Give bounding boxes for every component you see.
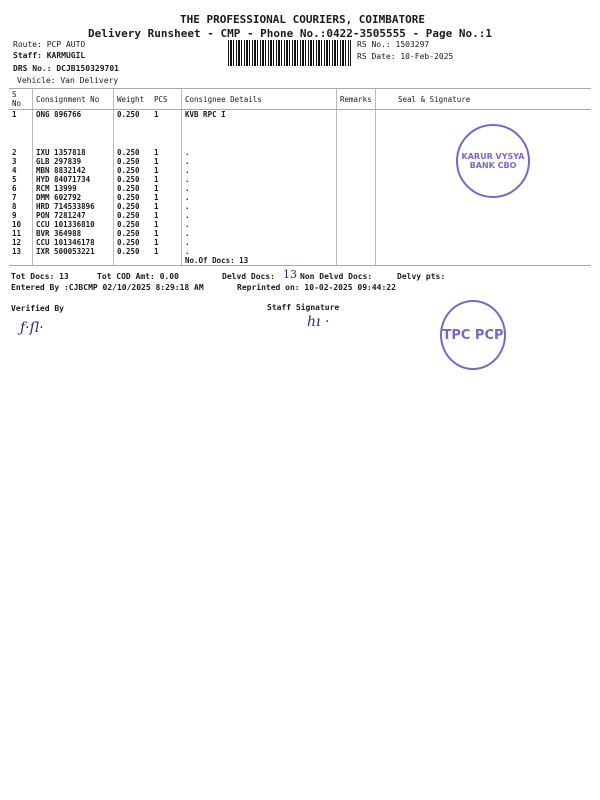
table-row [9,202,591,211]
cell-remarks [337,175,376,184]
cell-remarks [337,193,376,202]
cell-remarks [337,202,376,211]
cell-consignee: . [182,184,337,193]
cell-seal [376,202,592,211]
delvd-docs: Delvd Docs: [222,272,275,281]
cell-sno: 8 [12,202,17,211]
col-remarks: Remarks [337,89,376,110]
cell-weight [114,256,152,266]
cell-sno: 1 [12,110,17,119]
cell-consignment-no: HYD 84071734 [33,175,114,184]
cell-seal [376,229,592,238]
cell-seal [376,247,592,256]
cell-remarks [337,166,376,175]
cell-consignee: . [182,238,337,247]
route: Route: PCP AUTO [13,40,86,49]
cell-sno: 6 [12,184,17,193]
runsheet-subtitle: Delivery Runsheet - CMP - Phone No.:0422-3505555 - Page No.:1 [88,27,492,40]
cell-consignment-no [33,256,114,266]
table-row [9,211,591,220]
tot-cod: Tot COD Amt: 0.00 [97,272,179,281]
cell-sno: 4 [12,166,17,175]
cell-sno: 5 [12,175,17,184]
table-row [9,220,591,229]
cell-sno: 10 [12,220,22,229]
cell-remarks [337,220,376,229]
cell-remarks [337,148,376,157]
cell-pcs [151,256,182,266]
cell-pcs: 1 [154,110,159,119]
cell-weight: 0.250 [114,229,152,238]
cell-pcs: 1 [154,247,159,256]
cell-remarks [337,211,376,220]
cell-sno: 2 [12,148,17,157]
cell-sno: 13 [12,247,22,256]
cell-sno: 9 [12,211,17,220]
company-title: THE PROFESSIONAL COURIERS, COIMBATORE [180,13,426,26]
cell-consignment-no: MBN 8832142 [33,166,114,175]
col-sno: S No [9,89,33,110]
cell-sno: 11 [12,229,22,238]
cell-remarks [337,229,376,238]
cell-consignee: . [182,247,337,256]
cell-pcs: 1 [154,175,159,184]
cell-weight: 0.250 [114,110,152,149]
staff-signature-label: Staff Signature [267,303,340,312]
bank-stamp: KARUR VYSYA BANK CBO [456,124,530,198]
cell-sno [9,256,33,266]
cell-remarks [337,247,376,256]
staff-signature: hı · [307,314,330,330]
cell-pcs: 1 [154,184,159,193]
cell-seal [376,256,592,266]
cell-consignee: . [182,202,337,211]
cell-consignment-no: ONG 896766 [33,110,114,149]
reprinted-on: Reprinted on: 10-02-2025 09:44:22 [237,283,396,292]
cell-weight: 0.250 [114,238,152,247]
cell-pcs: 1 [154,166,159,175]
cell-sno: 7 [12,193,17,202]
barcode [228,40,351,66]
cell-consignee: . [182,166,337,175]
cell-pcs: 1 [154,238,159,247]
delvy-pts: Delvy pts: [397,272,446,281]
cell-remarks [337,238,376,247]
vehicle: Vehicle: Van Delivery [17,76,119,85]
cell-consignee: . [182,193,337,202]
cell-consignment-no: BVR 364988 [33,229,114,238]
cell-consignee: KVB RPC I [182,110,337,149]
cell-pcs: 1 [154,229,159,238]
cell-weight: 0.250 [114,175,152,184]
rs-number: RS No.: 1503297 [357,40,430,49]
cell-weight: 0.250 [114,184,152,193]
staff: Staff: KARMUGIL [13,51,86,60]
cell-pcs: 1 [154,148,159,157]
cell-remarks [337,110,376,149]
cell-consignee: . [182,211,337,220]
cell-seal [376,238,592,247]
cell-weight: 0.250 [114,148,152,157]
rs-date: RS Date: 10-Feb-2025 [357,52,454,61]
col-seal: Seal & Signature [376,89,592,110]
cell-pcs: 1 [154,157,159,166]
table-row [9,247,591,256]
delvd-handwritten: 13 [283,268,297,281]
cell-consignment-no: CCU 101336810 [33,220,114,229]
cell-remarks [337,184,376,193]
cell-consignee: . [182,220,337,229]
cell-weight: 0.250 [114,202,152,211]
cell-consignee: . [182,229,337,238]
cell-remarks [337,256,376,266]
tpc-stamp: TPC PCP [440,300,506,370]
cell-consignment-no: IXU 1357818 [33,148,114,157]
tot-docs: Tot Docs: 13 [11,272,69,281]
cell-consignee: . [182,157,337,166]
col-pcs: PCS [151,89,182,110]
table-row [9,229,591,238]
cell-consignment-no: HRD 714533896 [33,202,114,211]
cell-consignee: No.Of Docs: 13 [182,256,337,266]
cell-pcs: 1 [154,202,159,211]
cell-weight: 0.250 [114,193,152,202]
cell-consignment-no: CCU 101346178 [33,238,114,247]
entered-by: Entered By :CJBCMP 02/10/2025 8:29:18 AM [11,283,204,292]
cell-seal [376,211,592,220]
col-weight: Weight [114,89,152,110]
non-delvd-docs: Non Delvd Docs: [300,272,373,281]
drs-number: DRS No.: DCJB150329701 [13,64,119,73]
cell-weight: 0.250 [114,220,152,229]
verified-by-label: Verified By [11,304,64,313]
col-consignment: Consignment No [33,89,114,110]
cell-consignee: . [182,175,337,184]
cell-sno: 12 [12,238,22,247]
table-row [9,238,591,247]
cell-consignment-no: DMM 602792 [33,193,114,202]
cell-consignment-no: PON 7281247 [33,211,114,220]
verified-signature: ƒ·ſl· [20,320,44,336]
cell-weight: 0.250 [114,157,152,166]
cell-weight: 0.250 [114,211,152,220]
table-row [9,256,591,266]
cell-pcs: 1 [154,193,159,202]
cell-seal [376,220,592,229]
cell-sno: 3 [12,157,17,166]
cell-pcs: 1 [154,211,159,220]
cell-pcs: 1 [154,220,159,229]
cell-consignment-no: RCM 13999 [33,184,114,193]
cell-weight: 0.250 [114,166,152,175]
col-consignee: Consignee Details [182,89,337,110]
cell-remarks [337,157,376,166]
cell-consignment-no: IXR 500053221 [33,247,114,256]
cell-consignee: . [182,148,337,157]
cell-weight: 0.250 [114,247,152,256]
cell-consignment-no: GLB 297839 [33,157,114,166]
